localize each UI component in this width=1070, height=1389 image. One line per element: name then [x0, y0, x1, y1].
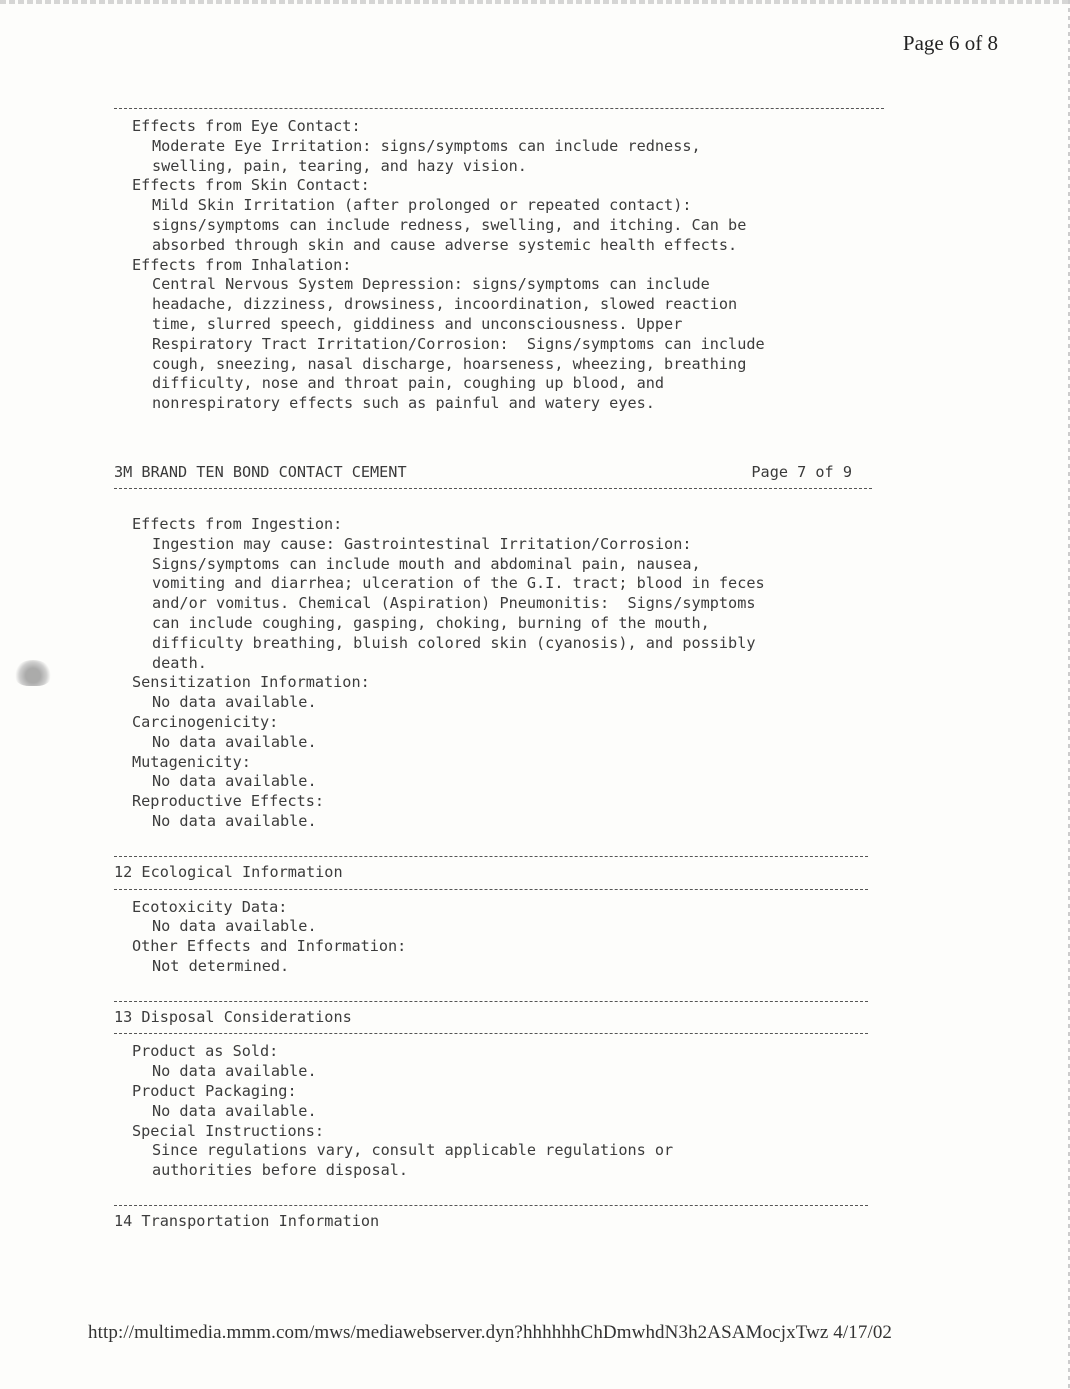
reproductive-heading: Reproductive Effects:: [132, 792, 325, 811]
footer-url: http://multimedia.mmm.com/mws/mediawebserver.dyn?hhhhhhChDmwhdN3h2ASAMocjxTwz 4/17/02: [88, 1322, 893, 1343]
sensitization-value: No data available.: [152, 693, 317, 712]
special-instructions-line: Since regulations vary, consult applicable regulations or: [152, 1141, 674, 1160]
ingestion-line: death.: [152, 653, 207, 672]
mutagenicity-value: No data available.: [152, 772, 317, 791]
carcinogenicity-value: No data available.: [152, 732, 317, 751]
inhalation-line: time, slurred speech, giddiness and unconsciousness. Upper: [152, 314, 683, 333]
reproductive-value: No data available.: [152, 811, 317, 830]
ingestion-line: can include coughing, gasping, choking, burning of the mouth,: [152, 613, 710, 632]
skin-line: absorbed through skin and cause adverse systemic health effects.: [152, 235, 738, 254]
skin-line: signs/symptoms can include redness, swelling, and itching. Can be: [152, 215, 747, 234]
eye-line: swelling, pain, tearing, and hazy vision.: [152, 156, 527, 175]
scan-smudge: [14, 660, 52, 686]
carcinogenicity-heading: Carcinogenicity:: [132, 712, 279, 731]
inhalation-heading: Effects from Inhalation:: [132, 255, 352, 274]
sensitization-heading: Sensitization Information:: [132, 673, 370, 692]
eye-heading: Effects from Eye Contact:: [132, 117, 361, 135]
skin-heading: Effects from Skin Contact:: [132, 176, 370, 195]
product-sold-heading: Product as Sold:: [132, 1042, 279, 1061]
inhalation-line: difficulty, nose and throat pain, coughing up blood, and: [152, 374, 665, 393]
inhalation-line: headache, dizziness, drowsiness, incoordination, slowed reaction: [152, 295, 738, 314]
product-name: 3M BRAND TEN BOND CONTACT CEMENT: [114, 462, 407, 481]
section-12-title: 12 Ecological Information: [114, 862, 343, 881]
section-13-title: 13 Disposal Considerations: [114, 1007, 352, 1026]
document-body: [114, 102, 884, 1232]
other-effects-value: Not determined.: [152, 956, 290, 975]
page-number: Page 6 of 8: [902, 31, 998, 55]
other-effects-heading: Other Effects and Information:: [132, 937, 407, 956]
ecotoxicity-heading: Ecotoxicity Data:: [132, 897, 288, 916]
inhalation-line: nonrespiratory effects such as painful and watery eyes.: [152, 394, 655, 413]
ingestion-line: vomiting and diarrhea; ulceration of the G.I. tract; blood in feces: [152, 574, 765, 593]
inhalation-line: Respiratory Tract Irritation/Corrosion: Signs/symptoms can include: [152, 334, 765, 353]
scan-edge-top: [0, 0, 1070, 4]
inhalation-line: cough, sneezing, nasal discharge, hoarseness, wheezing, breathing: [152, 354, 747, 373]
ingestion-line: difficulty breathing, bluish colored skin (cyanosis), and possibly: [152, 633, 756, 652]
mutagenicity-heading: Mutagenicity:: [132, 752, 251, 771]
packaging-heading: Product Packaging:: [132, 1082, 297, 1101]
inner-page-number: Page 7 of 9: [751, 462, 852, 481]
ingestion-line: Ingestion may cause: Gastrointestinal Irritation/Corrosion:: [152, 534, 692, 553]
inhalation-line: Central Nervous System Depression: signs/symptoms can include: [152, 275, 710, 294]
skin-line: Mild Skin Irritation (after prolonged or repeated contact):: [152, 196, 692, 215]
ingestion-line: and/or vomitus. Chemical (Aspiration) Pneumonitis: Signs/symptoms: [152, 594, 756, 613]
packaging-value: No data available.: [152, 1101, 317, 1120]
ingestion-heading: Effects from Ingestion:: [132, 514, 343, 533]
special-instructions-line: authorities before disposal.: [152, 1161, 409, 1180]
ecotoxicity-value: No data available.: [152, 917, 317, 936]
section-14-title: 14 Transportation Information: [114, 1212, 380, 1231]
product-sold-value: No data available.: [152, 1062, 317, 1081]
ingestion-line: Signs/symptoms can include mouth and abdominal pain, nausea,: [152, 554, 701, 573]
special-instructions-heading: Special Instructions:: [132, 1121, 325, 1140]
page-header: [114, 462, 852, 482]
eye-line: Moderate Eye Irritation: signs/symptoms can include redness,: [152, 136, 701, 155]
